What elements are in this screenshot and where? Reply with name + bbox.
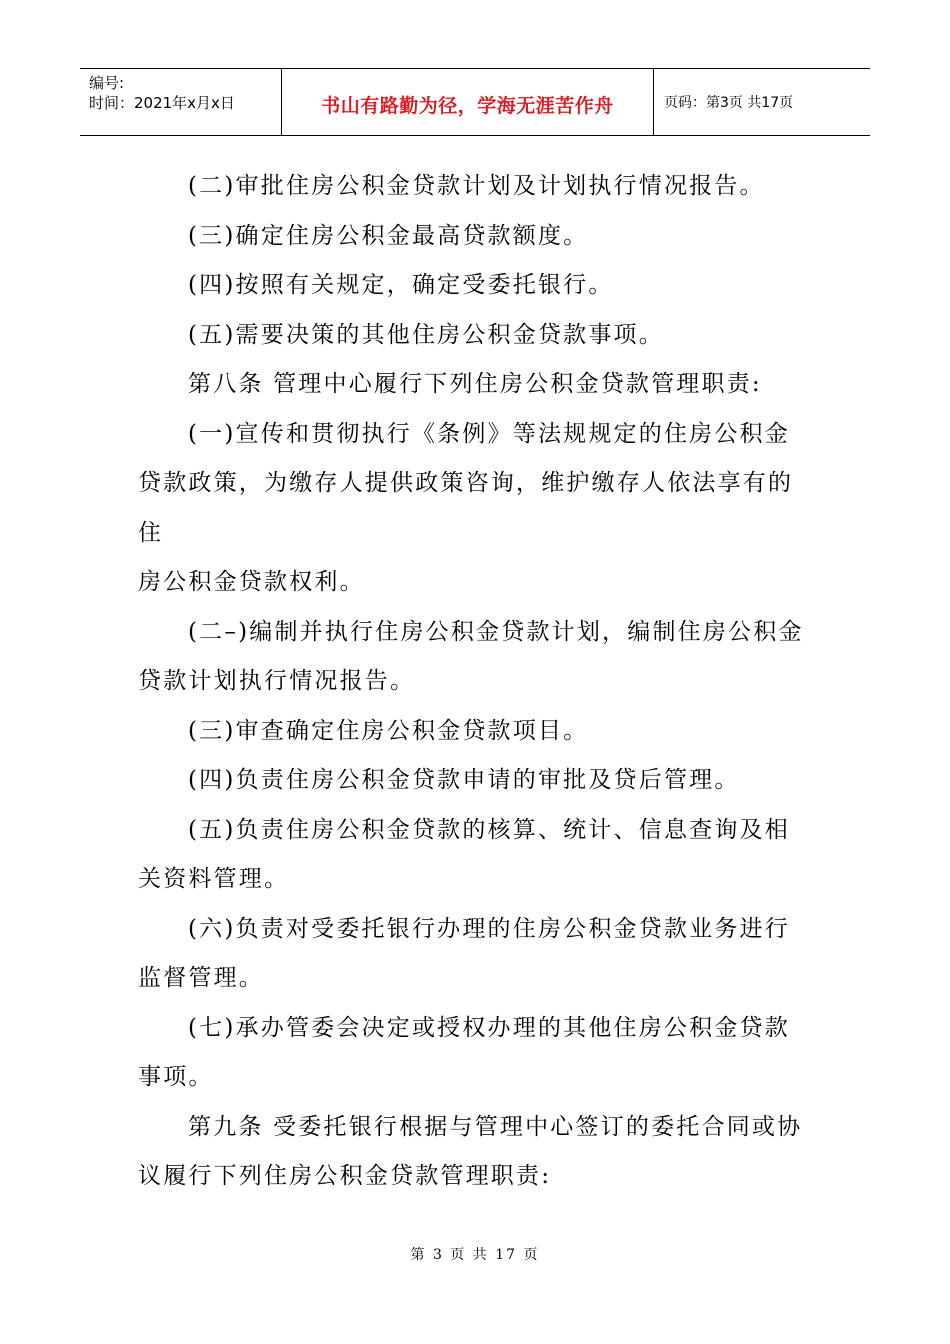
body-line: 第九条 受委托银行根据与管理中心签订的委托合同或协 (188, 1113, 803, 1140)
body-line: (二)审批住房公积金贷款计划及计划执行情况报告。 (188, 173, 765, 199)
body-line: 住 (138, 519, 164, 546)
page-header (80, 68, 870, 136)
document-body (138, 162, 818, 1202)
body-line: 事项。 (138, 1064, 214, 1090)
document-number-label: 编号: (89, 74, 125, 92)
page-footer (0, 1244, 950, 1264)
body-line: 贷款政策，为缴存人提供政策咨询，维护缴存人依法享有的 (138, 470, 794, 496)
footer-page-number: 第 3 页 共 17 页 (410, 1247, 540, 1263)
header-page-info-cell (654, 69, 870, 135)
body-line: (六)负责对受委托银行办理的住房公积金贷款业务进行 (188, 915, 790, 942)
document-date: 时间：2021年x月x日 (89, 94, 235, 112)
body-line: (三)审查确定住房公积金贷款项目。 (188, 717, 589, 744)
body-line: (二–)编制并执行住房公积金贷款计划，编制住房公积金 (188, 618, 804, 645)
header-motto-cell (282, 69, 654, 135)
body-line: (三)确定住房公积金最高贷款额度。 (188, 222, 589, 249)
body-line: 第八条 管理中心履行下列住房公积金贷款管理职责: (188, 371, 762, 397)
body-line: 议履行下列住房公积金贷款管理职责: (138, 1163, 552, 1189)
body-line: (五)需要决策的其他住房公积金贷款事项。 (188, 321, 664, 348)
body-line: (一)宣传和贯彻执行《条例》等法规规定的住房公积金 (188, 420, 790, 447)
header-meta (80, 69, 282, 135)
body-line: 房公积金贷款权利。 (138, 569, 365, 595)
body-line: 监督管理。 (138, 965, 264, 991)
body-line: 关资料管理。 (138, 866, 290, 892)
header-motto: 书山有路勤为径，学海无涯苦作舟 (321, 94, 614, 117)
body-line: 贷款计划执行情况报告。 (138, 668, 416, 694)
header-page-info: 页码：第3页 共17页 (664, 95, 794, 111)
body-line: (四)负责住房公积金贷款申请的审批及贷后管理。 (188, 767, 740, 793)
body-line: (七)承办管委会决定或授权办理的其他住房公积金贷款 (188, 1014, 790, 1041)
body-line: (五)负责住房公积金贷款的核算、统计、信息查询及相 (188, 816, 790, 843)
body-line: (四)按照有关规定，确定受委托银行。 (188, 272, 614, 298)
